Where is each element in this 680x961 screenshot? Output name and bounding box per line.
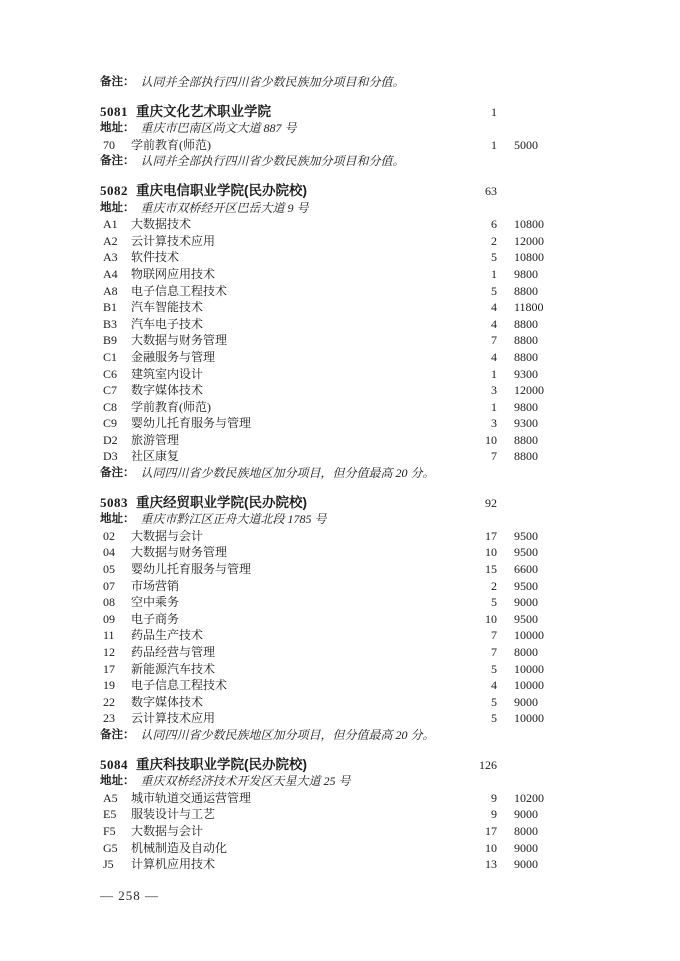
major-name: 空中乘务 [131,595,180,610]
section-note [100,153,572,170]
note-label: 备注： [100,467,135,480]
major-row [100,823,572,840]
major-plan-count: 7 [491,449,497,464]
note-text: 认同四川省少数民族地区加分项目，但分值最高 20 分。 [140,727,435,742]
major-name: 学前教育(师范) [131,399,211,414]
major-code: 22 [103,694,115,709]
major-tuition-fee: 8800 [514,432,538,447]
major-code: C1 [103,349,118,364]
major-plan-count: 4 [491,300,497,315]
major-tuition-fee: 11800 [514,300,544,315]
major-code: 02 [103,528,115,543]
institution-total: 63 [485,183,497,198]
section-note [100,727,572,744]
address-text: 重庆市巴南区尚文大道 887 号 [140,121,297,136]
major-name: 汽车智能技术 [131,300,204,315]
major-tuition-fee: 12000 [514,233,544,248]
major-tuition-fee: 9300 [514,366,538,381]
major-code: C9 [103,416,118,431]
major-plan-count: 9 [491,790,497,805]
page-number: — 258 — [100,888,159,903]
major-plan-count: 5 [491,250,497,265]
major-name: 婴幼儿托育服务与管理 [131,562,252,577]
major-row [100,233,572,250]
major-tuition-fee: 10000 [514,628,544,643]
major-code: B1 [103,300,118,315]
major-name: 新能源汽车技术 [131,661,216,676]
address-text: 重庆双桥经济技术开发区天星大道 25 号 [140,774,351,789]
section-header [100,183,572,200]
note-text: 认同并全部执行四川省少数民族加分项目和分值。 [140,154,405,169]
institution-total: 126 [479,757,497,772]
major-row [100,578,572,595]
major-row [100,677,572,694]
major-code: B3 [103,316,118,331]
institution-name: 重庆科技职业学院(民办院校) [136,756,307,772]
major-row [100,316,572,333]
major-code: C7 [103,383,118,398]
major-code: 09 [103,611,115,626]
major-plan-count: 4 [491,349,497,364]
address-label: 地址： [100,122,135,135]
major-plan-count: 3 [491,416,497,431]
major-row [100,544,572,561]
major-tuition-fee: 10800 [514,217,544,232]
major-plan-count: 17 [485,823,497,838]
major-row [100,528,572,545]
major-plan-count: 2 [491,233,497,248]
address-text: 重庆市双桥经开区巴岳大道 9 号 [140,200,309,215]
major-plan-count: 7 [491,628,497,643]
major-plan-count: 1 [491,399,497,414]
major-row [100,806,572,823]
institution-total: 92 [485,495,497,510]
major-row [100,249,572,266]
major-row [100,283,572,300]
major-name: 社区康复 [131,449,180,464]
institution-code: 5082 [100,182,128,198]
major-code: 08 [103,595,115,610]
major-name: 学前教育(师范) [131,137,211,152]
major-row [100,137,572,154]
major-name: 大数据与会计 [131,528,204,543]
institution-name: 重庆经贸职业学院(民办院校) [136,494,307,510]
address-label: 地址： [100,513,135,526]
major-row [100,415,572,432]
section [100,495,572,744]
major-name: 电子信息工程技术 [131,283,228,298]
major-row [100,661,572,678]
major-plan-count: 4 [491,316,497,331]
major-name: 药品经营与管理 [131,645,216,659]
major-code: D2 [103,432,118,447]
major-code: A4 [103,266,118,281]
major-tuition-fee: 8800 [514,333,538,348]
address-row [100,511,572,528]
major-plan-count: 7 [491,645,497,659]
major-row [100,382,572,399]
major-plan-count: 17 [485,528,497,543]
major-tuition-fee: 10000 [514,711,544,726]
section-header [100,495,572,512]
note-label: 备注： [100,76,135,88]
major-tuition-fee: 9000 [514,807,538,822]
institution-code: 5083 [100,494,128,510]
address-text: 重庆市黔江区正舟大道北段 1785 号 [140,512,327,527]
major-row [100,448,572,465]
major-plan-count: 10 [485,545,497,560]
major-code: G5 [103,840,118,855]
major-row [100,594,572,611]
institution-code: 5084 [100,756,128,772]
major-tuition-fee: 9300 [514,416,538,431]
major-plan-count: 1 [491,266,497,281]
major-name: 城市轨道交通运营管理 [131,790,252,805]
major-row [100,266,572,283]
section-note [100,465,572,482]
major-row [100,627,572,644]
major-code: A1 [103,217,118,232]
note-text: 认同并全部执行四川省少数民族加分项目和分值。 [140,75,405,89]
major-tuition-fee: 9000 [514,857,538,872]
major-name: 数字媒体技术 [131,694,204,709]
major-name: 汽车电子技术 [131,316,204,331]
address-row [100,120,572,137]
major-code: 07 [103,578,115,593]
major-code: A8 [103,283,118,298]
majors [100,528,572,727]
major-name: 物联网应用技术 [131,266,216,281]
major-tuition-fee: 9500 [514,545,538,560]
major-tuition-fee: 8800 [514,349,538,364]
major-code: A3 [103,250,118,265]
major-code: 11 [103,628,115,643]
major-plan-count: 7 [491,333,497,348]
major-plan-count: 2 [491,578,497,593]
major-row [100,216,572,233]
major-plan-count: 1 [491,137,497,152]
major-code: 19 [103,678,115,693]
section [100,104,572,170]
section-header [100,757,572,774]
major-row [100,611,572,628]
major-name: 服装设计与工艺 [131,807,216,822]
major-code: 17 [103,661,115,676]
major-tuition-fee: 8000 [514,823,538,838]
address-label: 地址： [100,201,135,214]
major-tuition-fee: 9500 [514,611,538,626]
major-code: 05 [103,562,115,577]
major-name: 市场营销 [131,578,180,593]
major-code: 12 [103,645,115,659]
major-name: 云计算技术应用 [131,233,216,248]
major-row [100,399,572,416]
major-row [100,349,572,366]
note-label: 备注： [100,155,135,168]
major-row [100,694,572,711]
major-tuition-fee: 9000 [514,595,538,610]
major-row [100,561,572,578]
major-name: 金融服务与管理 [131,349,216,364]
major-name: 数字媒体技术 [131,383,204,398]
major-code: J5 [103,857,114,872]
major-code: F5 [103,823,116,838]
major-code: 23 [103,711,115,726]
major-tuition-fee: 12000 [514,383,544,398]
major-name: 大数据与财务管理 [131,545,228,560]
major-name: 建筑室内设计 [131,366,204,381]
major-tuition-fee: 8000 [514,645,538,659]
major-plan-count: 3 [491,383,497,398]
major-name: 电子商务 [131,611,180,626]
address-row [100,200,572,217]
section [100,183,572,482]
institution-code: 5081 [100,103,128,119]
major-plan-count: 1 [491,366,497,381]
major-plan-count: 5 [491,661,497,676]
major-code: A2 [103,233,118,248]
institution-name: 重庆电信职业学院(民办院校) [136,182,307,198]
major-tuition-fee: 5000 [514,137,538,152]
major-plan-count: 4 [491,678,497,693]
major-code: C8 [103,399,118,414]
majors [100,790,572,873]
major-name: 大数据技术 [131,217,192,232]
section-header [100,104,572,121]
address-label: 地址： [100,775,135,788]
major-plan-count: 5 [491,694,497,709]
address-row [100,773,572,790]
major-tuition-fee: 6600 [514,562,538,577]
major-code: E5 [103,807,117,822]
major-plan-count: 15 [485,562,497,577]
major-tuition-fee: 9800 [514,266,538,281]
note-label: 备注： [100,728,135,741]
major-name: 电子信息工程技术 [131,678,228,693]
major-plan-count: 6 [491,217,497,232]
major-row [100,710,572,727]
section [100,757,572,873]
major-plan-count: 9 [491,807,497,822]
major-tuition-fee: 9000 [514,694,538,709]
major-name: 大数据与会计 [131,823,204,838]
major-tuition-fee: 9000 [514,840,538,855]
major-name: 机械制造及自动化 [131,840,228,855]
continued-note-row [100,74,572,91]
institution-name: 重庆文化艺术职业学院 [136,103,271,119]
major-plan-count: 10 [485,611,497,626]
major-tuition-fee: 10000 [514,661,544,676]
major-row [100,299,572,316]
major-name: 旅游管理 [131,432,180,447]
note-text: 认同四川省少数民族地区加分项目，但分值最高 20 分。 [140,466,435,481]
major-row [100,790,572,807]
major-row [100,840,572,857]
major-tuition-fee: 10800 [514,250,544,265]
major-plan-count: 10 [485,432,497,447]
major-code: D3 [103,449,118,464]
major-plan-count: 5 [491,283,497,298]
institution-total: 1 [491,104,497,119]
major-tuition-fee: 10200 [514,790,544,805]
major-tuition-fee: 8800 [514,283,538,298]
major-code: 70 [103,137,115,152]
major-code: A5 [103,790,118,805]
major-tuition-fee: 9500 [514,528,538,543]
major-name: 计算机应用技术 [131,857,216,872]
major-plan-count: 10 [485,840,497,855]
major-code: 04 [103,545,115,560]
major-row [100,332,572,349]
major-plan-count: 5 [491,711,497,726]
major-tuition-fee: 10000 [514,678,544,693]
major-name: 药品生产技术 [131,628,204,643]
major-name: 婴幼儿托育服务与管理 [131,416,252,431]
major-tuition-fee: 8800 [514,316,538,331]
major-tuition-fee: 8800 [514,449,538,464]
major-row [100,432,572,449]
major-tuition-fee: 9800 [514,399,538,414]
majors [100,216,572,465]
page-content [100,74,572,873]
sections-list [100,104,572,873]
major-name: 大数据与财务管理 [131,333,228,348]
major-plan-count: 13 [485,857,497,872]
major-tuition-fee: 9500 [514,578,538,593]
major-name: 云计算技术应用 [131,711,216,726]
major-row [100,644,572,661]
major-row [100,856,572,873]
major-code: B9 [103,333,118,348]
major-plan-count: 5 [491,595,497,610]
major-name: 软件技术 [131,250,180,265]
major-row [100,366,572,383]
major-code: C6 [103,366,118,381]
majors [100,137,572,154]
